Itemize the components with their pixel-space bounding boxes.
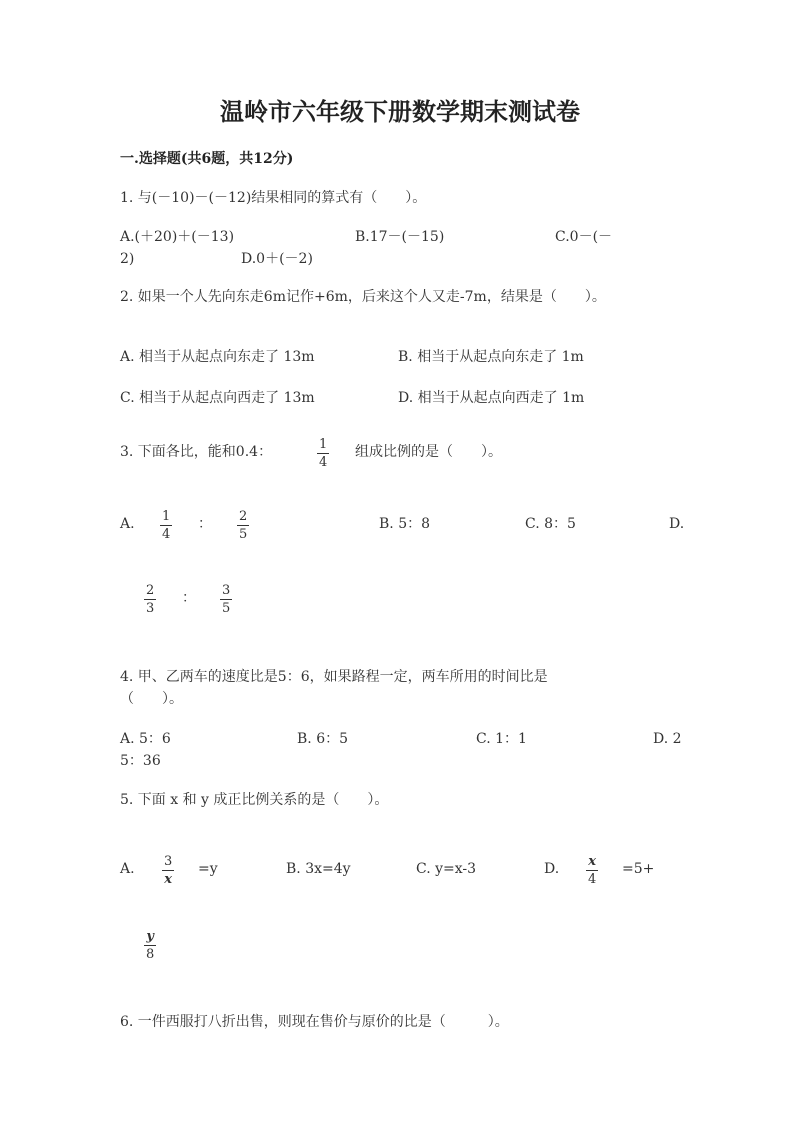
fraction-denominator: 4	[162, 527, 171, 542]
question-2-option-b: B. 相当于从起点向东走了 1m	[398, 349, 584, 365]
section-heading: 一.选择题(共6题，共12分)	[120, 151, 294, 167]
question-5-option-a-fraction	[162, 855, 174, 886]
question-5-option-d-fraction-2	[144, 930, 156, 961]
question-6-stem: 6. 一件西服打八折出售，则现在售价与原价的比是（ ）。	[120, 1014, 509, 1030]
question-3-stem-pre: 3. 下面各比，能和0.4：	[120, 444, 273, 460]
question-4-stem-line-1: 4. 甲、乙两车的速度比是5：6，如果路程一定，两车所用的时间比是	[120, 669, 548, 685]
question-5-option-d-fraction	[586, 855, 598, 886]
question-5-option-c: C. y=x-3	[416, 861, 477, 877]
question-3-option-b: B. 5：8	[379, 516, 431, 532]
question-5-option-a-rest: =y	[198, 861, 218, 877]
question-5-stem: 5. 下面 x 和 y 成正比例关系的是（ ）。	[120, 792, 389, 808]
fraction-denominator: 5	[239, 527, 248, 542]
fraction-denominator: 4	[588, 872, 597, 887]
question-1-option-d: D.0＋(－2)	[241, 251, 313, 267]
question-2-stem: 2. 如果一个人先向东走6m记作+6m，后来这个人又走-7m，结果是（ ）。	[120, 289, 606, 305]
fraction-denominator: 8	[146, 947, 155, 962]
question-3-option-c: C. 8：5	[525, 516, 576, 532]
question-1-option-a: A.(＋20)＋(－13)	[120, 229, 235, 245]
fraction-denominator: 4	[319, 455, 328, 470]
fraction-numerator: 2	[146, 583, 155, 598]
fraction-denominator: 5	[222, 601, 231, 616]
question-2-option-c: C. 相当于从起点向西走了 13m	[120, 390, 315, 406]
question-3-stem-post: 组成比例的是（ ）。	[355, 444, 502, 460]
fraction-numerator: x	[588, 854, 597, 869]
question-3-option-a-label: A.	[120, 516, 135, 532]
question-5-option-d-label: D.	[544, 861, 560, 877]
question-5-option-b: B. 3x=4y	[286, 861, 351, 877]
fraction-numerator: 3	[222, 583, 231, 598]
fraction-numerator: 1	[162, 509, 171, 524]
fraction-numerator: y	[146, 929, 154, 944]
question-3-option-d-fraction-2	[220, 584, 232, 615]
question-4-option-b: B. 6：5	[297, 731, 349, 747]
fraction-numerator: 3	[164, 854, 173, 869]
question-3-option-d-fraction-1	[144, 584, 156, 615]
question-4-option-a: A. 5：6	[120, 731, 171, 747]
question-3-option-d-label: D.	[669, 516, 685, 532]
question-3-option-a-fraction-2	[237, 510, 249, 541]
page-title: 温岭市六年级下册数学期末测试卷	[220, 97, 580, 126]
question-5-option-d-rest: =5+	[622, 861, 655, 877]
question-1-option-c: C.0－(－	[555, 229, 613, 245]
question-1-stem: 1. 与(－10)－(－12)结果相同的算式有（ ）。	[120, 190, 427, 206]
question-4-option-d: D. 2	[653, 731, 682, 747]
question-5-option-a-label: A.	[120, 861, 135, 877]
fraction-numerator: 2	[239, 509, 248, 524]
fraction-denominator: 3	[146, 601, 155, 616]
question-3-option-a-fraction-1	[160, 510, 172, 541]
question-2-option-d: D. 相当于从起点向西走了 1m	[398, 390, 585, 406]
question-3-option-d-colon: ：	[182, 590, 196, 606]
question-1-option-b: B.17－(－15)	[355, 229, 445, 245]
question-1-option-c-cont: 2)	[120, 251, 135, 267]
fraction-denominator: x	[164, 872, 173, 887]
question-4-option-c: C. 1：1	[476, 731, 527, 747]
question-4-stem-line-2: （ ）。	[120, 691, 183, 707]
fraction-numerator: 1	[319, 437, 328, 452]
question-2-option-a: A. 相当于从起点向东走了 13m	[120, 349, 315, 365]
question-3-option-a-colon: ：	[198, 516, 212, 532]
question-3-stem-fraction	[317, 438, 329, 469]
question-4-option-d-cont: 5：36	[120, 753, 161, 769]
